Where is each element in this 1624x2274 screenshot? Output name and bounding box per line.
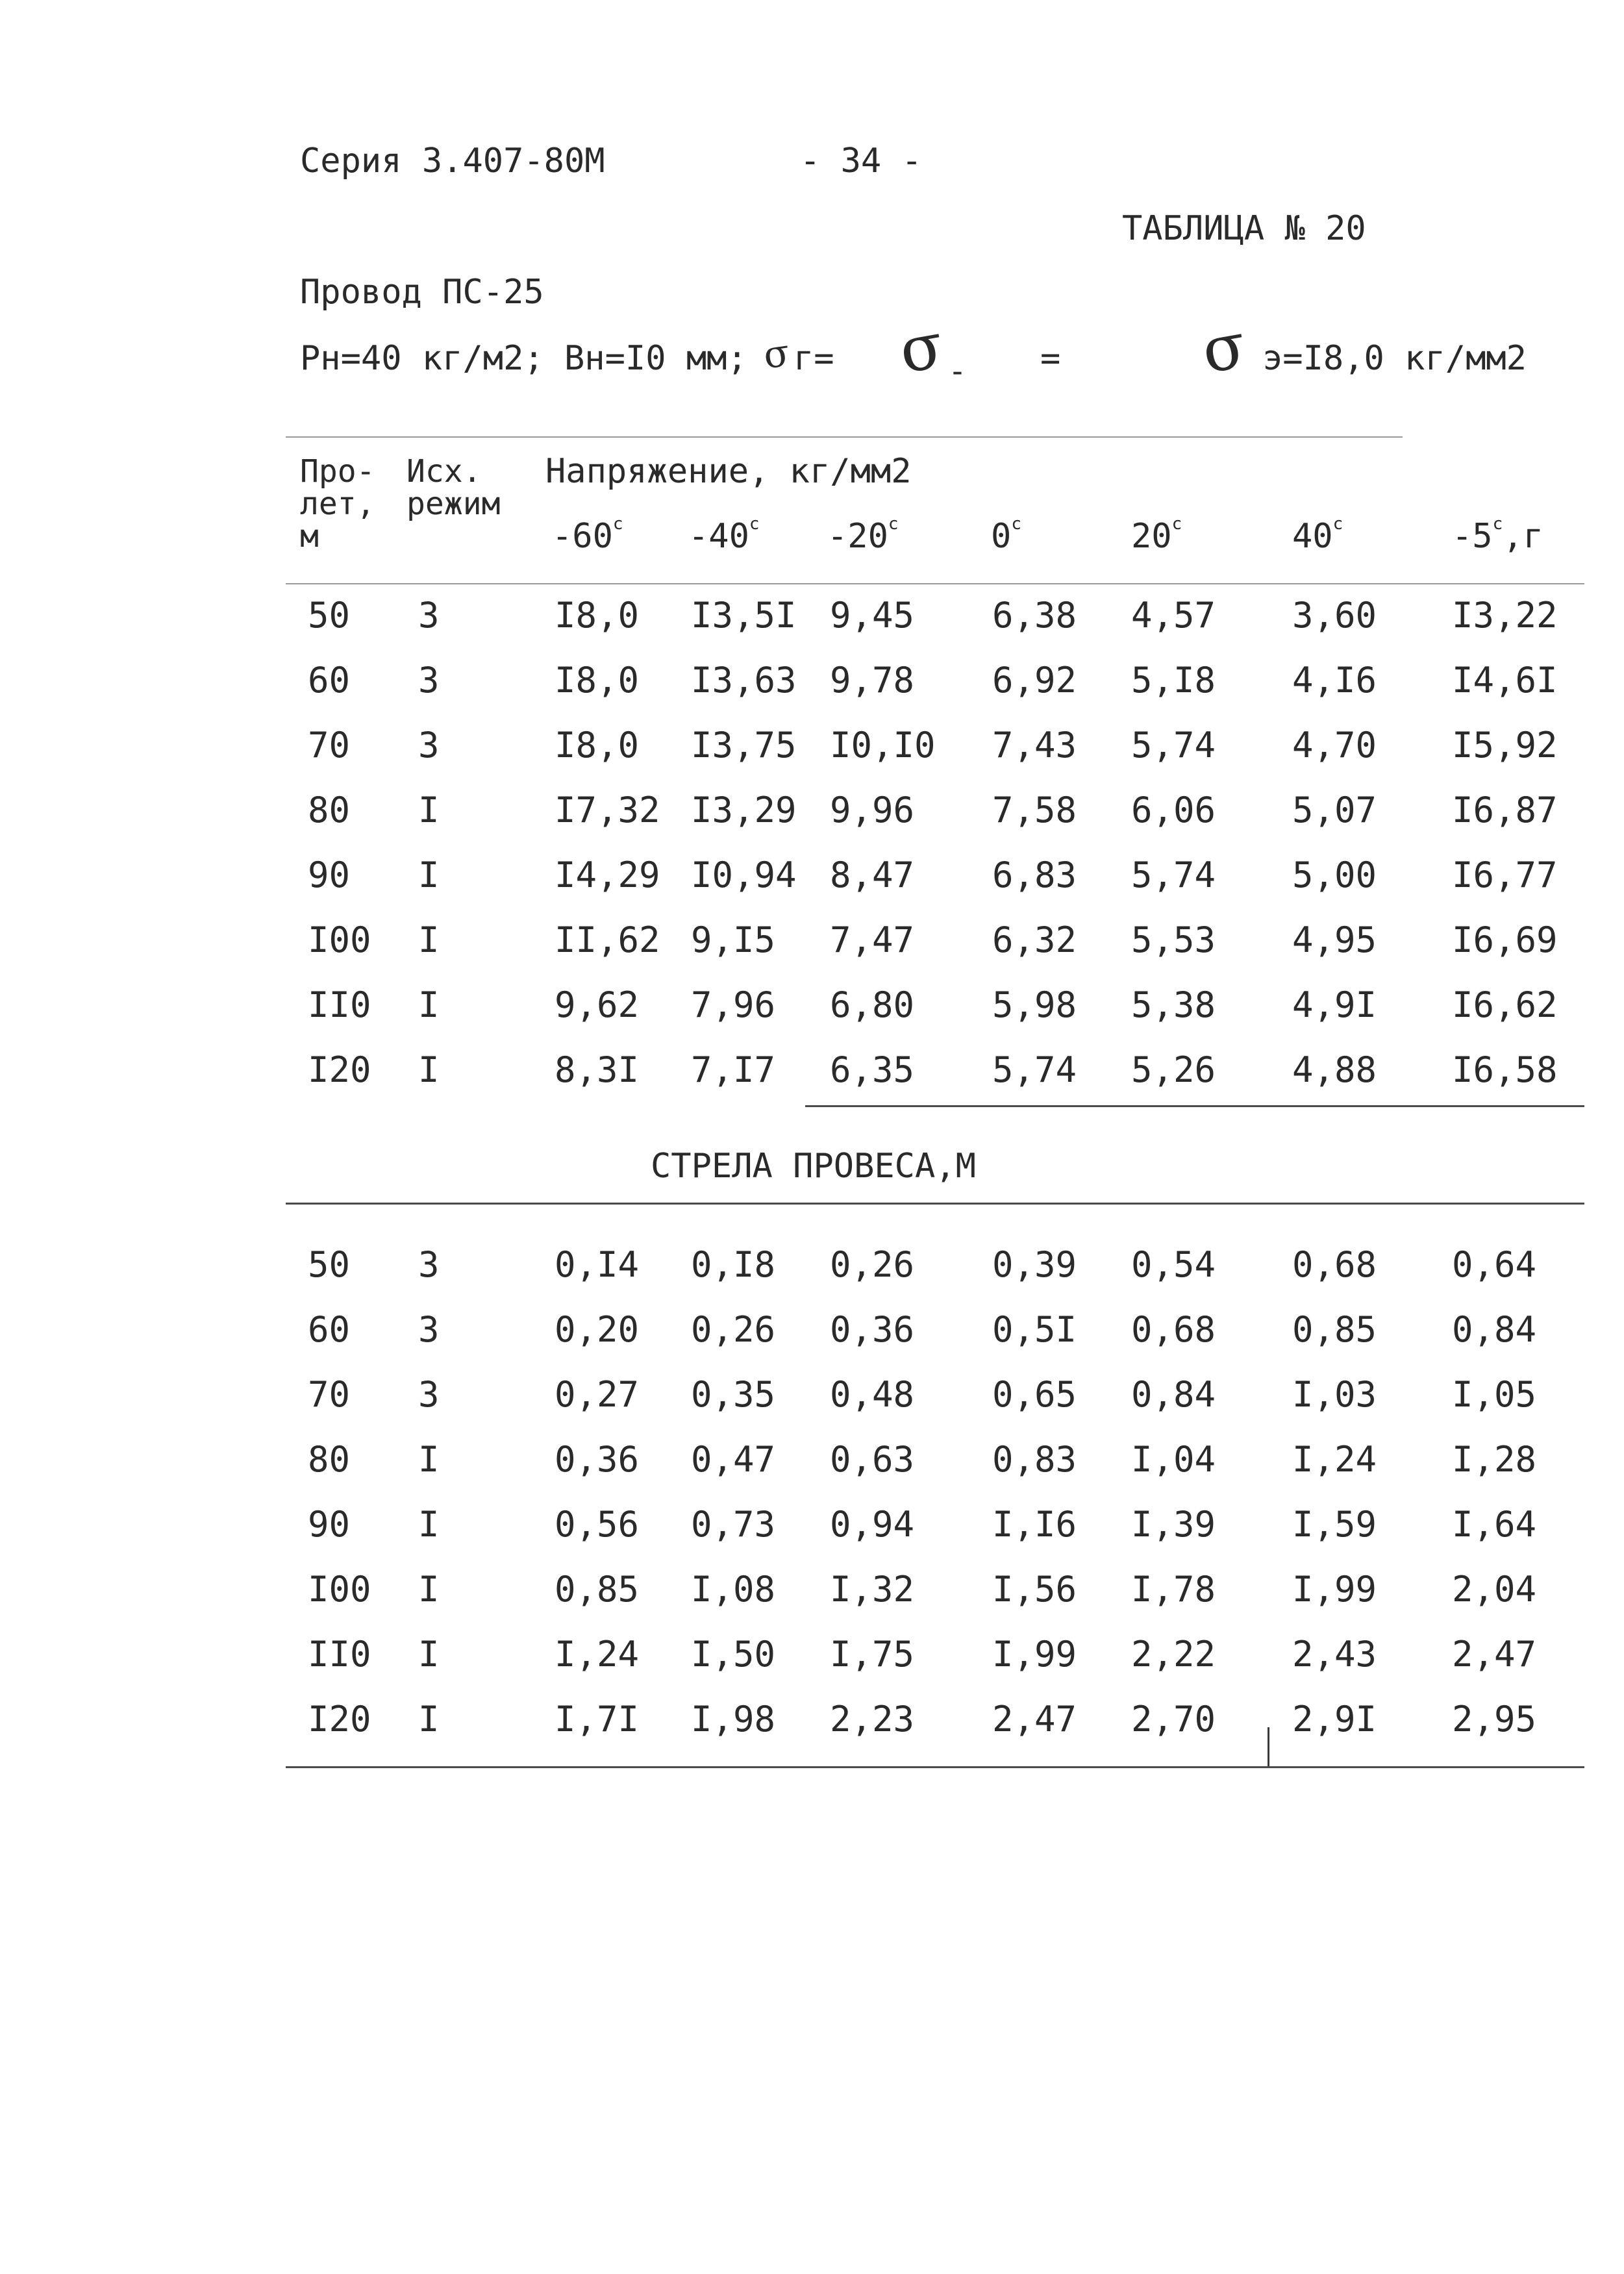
sag-cell-value-6: I,28 xyxy=(1452,1439,1537,1480)
column-header-divider xyxy=(286,583,1584,584)
stress-cell-value-1: 9,I5 xyxy=(691,919,776,960)
sag-cell-value-1: I,50 xyxy=(691,1634,776,1675)
stress-cell-value-5: 5,00 xyxy=(1292,855,1377,895)
sag-cell-value-3: 0,5I xyxy=(992,1309,1077,1350)
stress-cell-value-0: I8,0 xyxy=(555,595,640,636)
sag-row xyxy=(0,1440,1624,1479)
stress-cell-value-0: I8,0 xyxy=(555,660,640,701)
sigma-g-label: г= xyxy=(793,339,834,378)
sag-cell-value-0: 0,27 xyxy=(555,1374,640,1415)
sag-cell-value-1: 0,47 xyxy=(691,1439,776,1480)
sag-cell-span: 80 xyxy=(308,1439,351,1480)
stress-cell-value-6: I6,69 xyxy=(1452,919,1558,960)
sag-cell-value-5: 2,9I xyxy=(1292,1699,1377,1740)
sag-row xyxy=(0,1505,1624,1544)
sag-cell-mode: 3 xyxy=(418,1244,440,1285)
sag-row xyxy=(0,1310,1624,1349)
stress-cell-value-0: 9,62 xyxy=(555,984,640,1025)
stress-cell-value-6: I6,77 xyxy=(1452,855,1558,895)
sag-cell-value-5: I,99 xyxy=(1292,1569,1377,1610)
sag-cell-value-1: I,98 xyxy=(691,1699,776,1740)
sag-cell-value-3: 0,65 xyxy=(992,1374,1077,1415)
stress-row xyxy=(0,596,1624,635)
sag-cell-mode: I xyxy=(418,1569,440,1610)
sag-cell-mode: 3 xyxy=(418,1374,440,1415)
table-end-mark xyxy=(1268,1727,1269,1766)
stress-cell-value-1: I0,94 xyxy=(691,855,797,895)
stress-cell-value-2: 8,47 xyxy=(830,855,915,895)
stress-cell-value-0: I4,29 xyxy=(555,855,660,895)
sag-cell-value-0: 0,56 xyxy=(555,1504,640,1545)
sag-cell-value-1: 0,73 xyxy=(691,1504,776,1545)
sag-cell-value-2: I,75 xyxy=(830,1634,915,1675)
wire-title: Провод ПС-25 xyxy=(300,273,544,312)
sag-cell-value-1: 0,35 xyxy=(691,1374,776,1415)
sag-row xyxy=(0,1245,1624,1284)
sag-cell-value-5: 0,85 xyxy=(1292,1309,1377,1350)
sag-cell-value-6: I,05 xyxy=(1452,1374,1537,1415)
sag-cell-mode: I xyxy=(418,1699,440,1740)
sag-row xyxy=(0,1700,1624,1739)
sag-cell-span: 90 xyxy=(308,1504,351,1545)
span-header-1: Про- xyxy=(300,453,375,490)
sag-cell-value-0: 0,I4 xyxy=(555,1244,640,1285)
stress-cell-value-2: 6,80 xyxy=(830,984,915,1025)
sag-cell-value-2: 2,23 xyxy=(830,1699,915,1740)
stress-cell-value-0: II,62 xyxy=(555,919,660,960)
load-params: Рн=40 кг/м2; Вн=I0 мм; xyxy=(300,339,747,378)
sag-cell-value-5: 0,68 xyxy=(1292,1244,1377,1285)
stress-cell-value-3: 6,38 xyxy=(992,595,1077,636)
stress-row xyxy=(0,921,1624,960)
sag-cell-value-5: I,59 xyxy=(1292,1504,1377,1545)
sag-cell-value-3: I,56 xyxy=(992,1569,1077,1610)
sag-cell-span: I00 xyxy=(308,1569,371,1610)
temp-col-minus-40: $-40^с$ xyxy=(688,514,760,556)
stress-cell-value-4: 5,53 xyxy=(1131,919,1216,960)
stress-cell-value-1: 7,96 xyxy=(691,984,776,1025)
mode-header-1: Исх. xyxy=(406,453,482,490)
sag-cell-value-2: 0,94 xyxy=(830,1504,915,1545)
stress-cell-value-6: I5,92 xyxy=(1452,725,1558,766)
stress-cell-value-1: I3,29 xyxy=(691,790,797,831)
stress-cell-value-1: I3,5I xyxy=(691,595,797,636)
stress-cell-value-1: 7,I7 xyxy=(691,1049,776,1090)
sag-cell-value-6: 0,84 xyxy=(1452,1309,1537,1350)
stress-row xyxy=(0,791,1624,830)
stress-cell-value-4: 5,38 xyxy=(1131,984,1216,1025)
sag-cell-value-2: 0,36 xyxy=(830,1309,915,1350)
sag-row xyxy=(0,1375,1624,1414)
temp-col-minus-20: $-20^с$ xyxy=(827,514,899,556)
span-header-3: м xyxy=(300,518,319,555)
sag-cell-mode: I xyxy=(418,1439,440,1480)
sag-cell-value-0: 0,85 xyxy=(555,1569,640,1610)
stress-cell-mode: I xyxy=(418,984,440,1025)
stress-cell-value-4: 5,74 xyxy=(1131,855,1216,895)
stress-cell-value-5: 4,70 xyxy=(1292,725,1377,766)
sag-cell-value-3: 0,39 xyxy=(992,1244,1077,1285)
temp-col-minus-5-ice: $-5^с,г$ xyxy=(1452,514,1543,556)
stress-cell-span: I20 xyxy=(308,1049,371,1090)
stress-row xyxy=(0,726,1624,765)
sigma-minus-symbol-icon: σ xyxy=(893,308,949,388)
stress-cell-value-3: 6,83 xyxy=(992,855,1077,895)
series-label: Серия 3.407-80М xyxy=(300,142,605,181)
sag-cell-span: I20 xyxy=(308,1699,371,1740)
table-label: ТАБЛИЦА № 20 xyxy=(1122,209,1366,248)
stress-cell-mode: 3 xyxy=(418,595,440,636)
stress-cell-value-3: 5,74 xyxy=(992,1049,1077,1090)
stress-cell-value-5: 4,95 xyxy=(1292,919,1377,960)
stress-cell-value-6: I3,22 xyxy=(1452,595,1558,636)
sag-cell-value-4: I,39 xyxy=(1131,1504,1216,1545)
stress-cell-mode: I xyxy=(418,919,440,960)
sag-row xyxy=(0,1635,1624,1674)
temp-col-40: $40^с$ xyxy=(1292,514,1343,556)
sag-row xyxy=(0,1570,1624,1609)
table-bottom-rule xyxy=(286,1766,1584,1768)
stress-cell-value-1: I3,75 xyxy=(691,725,797,766)
stress-cell-value-2: I0,I0 xyxy=(830,725,936,766)
stress-cell-value-4: 5,74 xyxy=(1131,725,1216,766)
stress-cell-value-5: 4,9I xyxy=(1292,984,1377,1025)
sag-cell-value-1: 0,I8 xyxy=(691,1244,776,1285)
sag-cell-value-6: 2,95 xyxy=(1452,1699,1537,1740)
sag-cell-value-6: 0,64 xyxy=(1452,1244,1537,1285)
sag-cell-value-1: 0,26 xyxy=(691,1309,776,1350)
stress-table-bottom-rule xyxy=(805,1105,1584,1107)
stress-cell-value-6: I4,6I xyxy=(1452,660,1558,701)
sag-cell-value-6: 2,47 xyxy=(1452,1634,1537,1675)
stress-cell-value-2: 9,78 xyxy=(830,660,915,701)
stress-cell-span: 60 xyxy=(308,660,351,701)
sag-cell-value-3: 2,47 xyxy=(992,1699,1077,1740)
stress-cell-span: 50 xyxy=(308,595,351,636)
stress-cell-value-5: 4,88 xyxy=(1292,1049,1377,1090)
stress-cell-value-2: 9,96 xyxy=(830,790,915,831)
stress-cell-value-6: I6,87 xyxy=(1452,790,1558,831)
sigma-minus-subscript: - xyxy=(948,353,967,390)
stress-cell-value-5: 3,60 xyxy=(1292,595,1377,636)
sag-cell-value-0: 0,20 xyxy=(555,1309,640,1350)
stress-cell-mode: I xyxy=(418,1049,440,1090)
sag-cell-value-4: I,78 xyxy=(1131,1569,1216,1610)
sigma-e-symbol-icon: σ xyxy=(1196,308,1251,388)
mode-header-2: режим xyxy=(406,486,501,522)
span-header-2: лет, xyxy=(300,486,375,522)
stress-title: Напряжение, кг/мм2 xyxy=(545,452,912,491)
stress-cell-value-3: 7,58 xyxy=(992,790,1077,831)
sigma-e-value: э=I8,0 кг/мм2 xyxy=(1262,339,1527,378)
stress-row xyxy=(0,856,1624,895)
sag-cell-value-4: 2,70 xyxy=(1131,1699,1216,1740)
equals-sign: = xyxy=(1040,339,1061,378)
stress-cell-span: II0 xyxy=(308,984,371,1025)
sag-cell-value-2: 0,63 xyxy=(830,1439,915,1480)
sag-cell-value-5: I,03 xyxy=(1292,1374,1377,1415)
sag-cell-value-1: I,08 xyxy=(691,1569,776,1610)
stress-row xyxy=(0,1051,1624,1090)
sag-cell-value-0: 0,36 xyxy=(555,1439,640,1480)
sag-cell-value-4: I,04 xyxy=(1131,1439,1216,1480)
header-divider xyxy=(286,436,1403,438)
stress-row xyxy=(0,986,1624,1025)
stress-cell-value-4: 5,I8 xyxy=(1131,660,1216,701)
stress-cell-mode: 3 xyxy=(418,725,440,766)
sag-cell-value-6: I,64 xyxy=(1452,1504,1537,1545)
stress-cell-value-4: 5,26 xyxy=(1131,1049,1216,1090)
sag-cell-mode: I xyxy=(418,1634,440,1675)
sag-cell-value-4: 0,84 xyxy=(1131,1374,1216,1415)
stress-cell-value-2: 6,35 xyxy=(830,1049,915,1090)
stress-cell-value-3: 7,43 xyxy=(992,725,1077,766)
sag-cell-value-2: 0,48 xyxy=(830,1374,915,1415)
sag-title-divider xyxy=(286,1203,1584,1205)
stress-cell-span: 70 xyxy=(308,725,351,766)
stress-cell-value-2: 7,47 xyxy=(830,919,915,960)
stress-row xyxy=(0,661,1624,700)
stress-cell-span: 80 xyxy=(308,790,351,831)
sag-cell-value-6: 2,04 xyxy=(1452,1569,1537,1610)
stress-cell-value-0: I7,32 xyxy=(555,790,660,831)
sag-cell-value-4: 0,68 xyxy=(1131,1309,1216,1350)
stress-cell-value-6: I6,62 xyxy=(1452,984,1558,1025)
sag-cell-value-4: 0,54 xyxy=(1131,1244,1216,1285)
stress-cell-value-1: I3,63 xyxy=(691,660,797,701)
sag-cell-mode: I xyxy=(418,1504,440,1545)
stress-cell-value-3: 6,32 xyxy=(992,919,1077,960)
sag-cell-span: 70 xyxy=(308,1374,351,1415)
sag-cell-value-0: I,7I xyxy=(555,1699,640,1740)
sag-cell-value-2: I,32 xyxy=(830,1569,915,1610)
sag-cell-span: 50 xyxy=(308,1244,351,1285)
sag-cell-value-3: I,99 xyxy=(992,1634,1077,1675)
sag-cell-value-5: 2,43 xyxy=(1292,1634,1377,1675)
sag-cell-span: II0 xyxy=(308,1634,371,1675)
sag-title: СТРЕЛА ПРОВЕСА,М xyxy=(651,1147,976,1186)
page-number: - 34 - xyxy=(800,142,922,181)
sag-cell-span: 60 xyxy=(308,1309,351,1350)
sag-cell-value-3: I,I6 xyxy=(992,1504,1077,1545)
sag-cell-value-3: 0,83 xyxy=(992,1439,1077,1480)
stress-cell-value-2: 9,45 xyxy=(830,595,915,636)
sag-cell-value-0: I,24 xyxy=(555,1634,640,1675)
sag-cell-value-4: 2,22 xyxy=(1131,1634,1216,1675)
stress-cell-value-5: 4,I6 xyxy=(1292,660,1377,701)
stress-cell-value-0: 8,3I xyxy=(555,1049,640,1090)
temp-col-minus-60: $-60^с$ xyxy=(552,514,623,556)
sag-cell-mode: 3 xyxy=(418,1309,440,1350)
stress-cell-span: 90 xyxy=(308,855,351,895)
stress-cell-value-4: 6,06 xyxy=(1131,790,1216,831)
stress-cell-value-0: I8,0 xyxy=(555,725,640,766)
stress-cell-mode: I xyxy=(418,790,440,831)
stress-cell-value-3: 6,92 xyxy=(992,660,1077,701)
temp-col-0: $0^с$ xyxy=(991,514,1021,556)
sag-cell-value-2: 0,26 xyxy=(830,1244,915,1285)
stress-cell-mode: I xyxy=(418,855,440,895)
stress-cell-value-5: 5,07 xyxy=(1292,790,1377,831)
stress-cell-value-6: I6,58 xyxy=(1452,1049,1558,1090)
temp-col-20: $20^с$ xyxy=(1131,514,1182,556)
stress-cell-value-3: 5,98 xyxy=(992,984,1077,1025)
sigma-symbol-icon: σ xyxy=(760,330,793,378)
stress-cell-span: I00 xyxy=(308,919,371,960)
sag-cell-value-5: I,24 xyxy=(1292,1439,1377,1480)
stress-cell-mode: 3 xyxy=(418,660,440,701)
stress-cell-value-4: 4,57 xyxy=(1131,595,1216,636)
